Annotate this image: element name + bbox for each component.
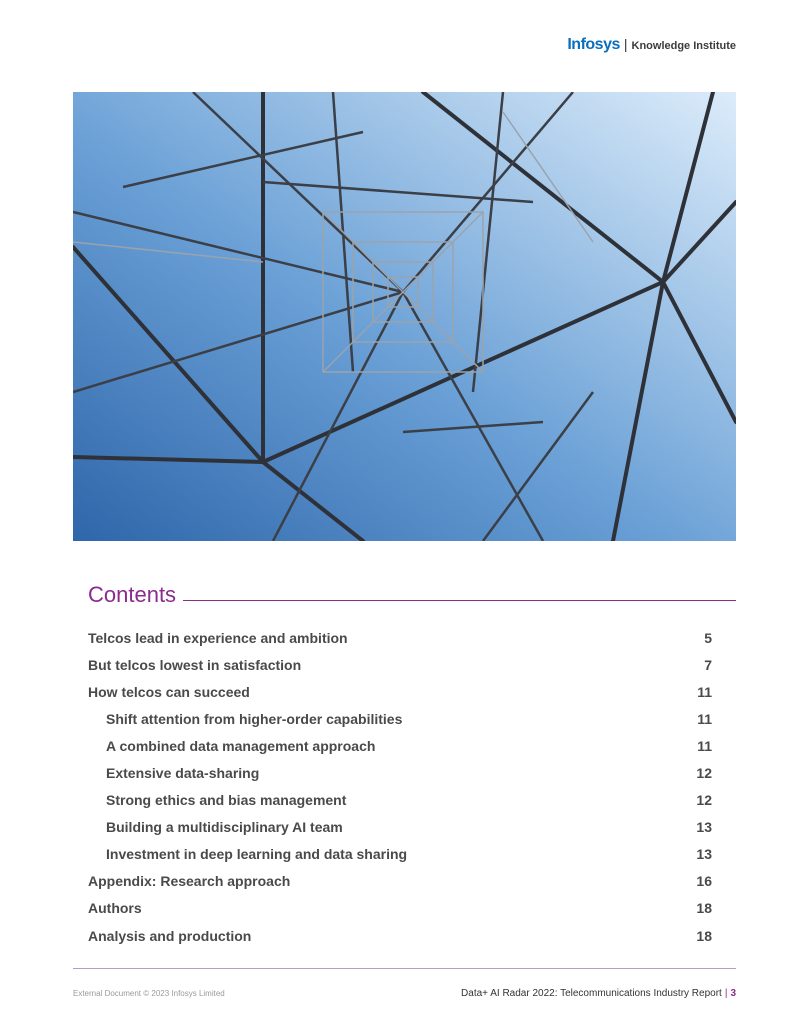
contents-heading bbox=[88, 580, 736, 610]
toc-entry-label: Telcos lead in experience and ambition bbox=[88, 629, 348, 646]
toc-entry-page: 5 bbox=[704, 629, 712, 646]
toc-entry[interactable] bbox=[88, 787, 712, 814]
toc-entry-label: Authors bbox=[88, 900, 142, 917]
toc-entry[interactable] bbox=[88, 759, 712, 786]
toc-entry-label: Building a multidisciplinary AI team bbox=[106, 819, 343, 836]
footer-separator: | bbox=[724, 988, 728, 999]
contents-rule bbox=[183, 600, 736, 601]
hero-image-transmission-tower bbox=[73, 92, 736, 541]
toc-entry-label: Extensive data-sharing bbox=[106, 765, 260, 782]
footer-report-info bbox=[461, 988, 736, 999]
toc-entry-label: But telcos lowest in satisfaction bbox=[88, 656, 302, 673]
toc-entry-label: Strong ethics and bias management bbox=[106, 792, 347, 809]
toc-entry-label: Shift attention from higher-order capabilities bbox=[106, 710, 403, 727]
toc-entry-page: 12 bbox=[696, 765, 712, 782]
toc-entry-page: 18 bbox=[696, 900, 712, 917]
brand-subtitle: Knowledge Institute bbox=[631, 40, 736, 52]
footer-divider bbox=[73, 968, 736, 969]
table-of-contents bbox=[88, 624, 712, 949]
toc-entry-label: Analysis and production bbox=[88, 927, 252, 944]
toc-entry-page: 7 bbox=[704, 656, 712, 673]
brand-separator: | bbox=[623, 36, 628, 52]
toc-entry[interactable] bbox=[88, 841, 712, 868]
toc-entry-label: Investment in deep learning and data sharing bbox=[106, 846, 408, 863]
page-number: 3 bbox=[730, 988, 736, 999]
toc-entry-page: 12 bbox=[696, 792, 712, 809]
toc-entry[interactable] bbox=[88, 651, 712, 678]
toc-entry[interactable] bbox=[88, 732, 712, 759]
toc-entry-page: 13 bbox=[696, 819, 712, 836]
toc-entry[interactable] bbox=[88, 814, 712, 841]
toc-entry-page: 11 bbox=[697, 710, 712, 727]
toc-entry[interactable] bbox=[88, 678, 712, 705]
toc-entry-label: A combined data management approach bbox=[106, 737, 376, 754]
toc-entry-page: 11 bbox=[697, 683, 712, 700]
toc-entry[interactable] bbox=[88, 705, 712, 732]
toc-entry-page: 18 bbox=[696, 927, 712, 944]
footer-report-title: Data+ AI Radar 2022: Telecommunications Industry Report bbox=[461, 988, 722, 999]
toc-entry[interactable] bbox=[88, 922, 712, 949]
toc-entry[interactable] bbox=[88, 868, 712, 895]
toc-entry[interactable] bbox=[88, 895, 712, 922]
toc-entry-page: 13 bbox=[696, 846, 712, 863]
toc-entry[interactable] bbox=[88, 624, 712, 651]
toc-entry-label: How telcos can succeed bbox=[88, 683, 250, 700]
footer-copyright: External Document © 2023 Infosys Limited bbox=[73, 989, 225, 998]
brand-logo bbox=[567, 36, 736, 54]
contents-title: Contents bbox=[88, 582, 177, 607]
toc-entry-page: 16 bbox=[696, 873, 712, 890]
toc-entry-label: Appendix: Research approach bbox=[88, 873, 291, 890]
infosys-logo: Infosys bbox=[567, 36, 620, 53]
toc-entry-page: 11 bbox=[697, 737, 712, 754]
